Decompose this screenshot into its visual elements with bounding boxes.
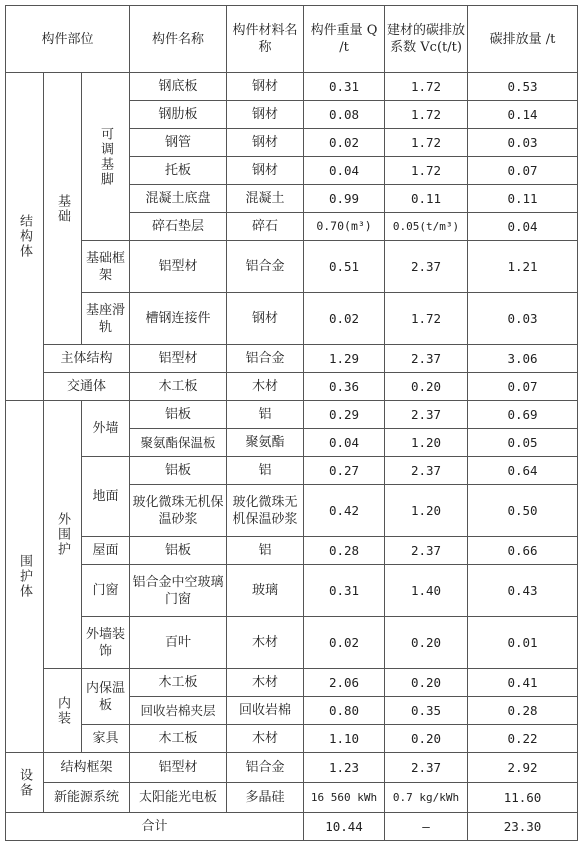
- row-material: 木材: [227, 725, 304, 753]
- row-name: 木工板: [130, 373, 227, 401]
- row-weight: 0.04: [304, 157, 385, 185]
- row-factor: 2.37: [385, 401, 468, 429]
- row-name: 铝合金中空玻璃门窗: [130, 565, 227, 617]
- row-weight: 0.02: [304, 129, 385, 157]
- table-row: [6, 565, 578, 617]
- row-emission: 0.05: [468, 429, 578, 457]
- row-material: 木材: [227, 373, 304, 401]
- row-material: 铝: [227, 537, 304, 565]
- group-outer-envelope: 外围护: [44, 401, 82, 669]
- row-emission: 2.92: [468, 753, 578, 783]
- row-name: 铝型材: [130, 241, 227, 293]
- row-weight: 1.23: [304, 753, 385, 783]
- row-emission: 0.66: [468, 537, 578, 565]
- table-row: [6, 73, 578, 101]
- table-row: [6, 537, 578, 565]
- header-factor: 建材的碳排放系数 Vc(t/t): [385, 6, 468, 73]
- row-factor: 0.05(t/m³): [385, 213, 468, 241]
- row-weight: 0.31: [304, 565, 385, 617]
- header-emission: 碳排放量 /t: [468, 6, 578, 73]
- row-name: 太阳能光电板: [130, 783, 227, 813]
- row-factor: 2.37: [385, 457, 468, 485]
- row-material: 玻璃: [227, 565, 304, 617]
- row-material: 木材: [227, 669, 304, 697]
- row-material: 玻化微珠无机保温砂浆: [227, 485, 304, 537]
- group-foundation: 基础: [44, 73, 82, 345]
- row-material: 铝合金: [227, 241, 304, 293]
- row-name: 钢肋板: [130, 101, 227, 129]
- row-weight: 0.70(m³): [304, 213, 385, 241]
- row-name: 铝板: [130, 401, 227, 429]
- row-factor: 2.37: [385, 537, 468, 565]
- group-inner-insulation: 内保温板: [82, 669, 130, 725]
- row-name: 回收岩棉夹层: [130, 697, 227, 725]
- row-factor: 2.37: [385, 241, 468, 293]
- row-name: 铝板: [130, 537, 227, 565]
- row-emission: 0.64: [468, 457, 578, 485]
- row-name: 铝型材: [130, 753, 227, 783]
- row-weight: 0.08: [304, 101, 385, 129]
- table-row: [6, 345, 578, 373]
- table-row: [6, 725, 578, 753]
- group-main-structure: 主体结构: [44, 345, 130, 373]
- row-name: 百叶: [130, 617, 227, 669]
- row-emission: 0.28: [468, 697, 578, 725]
- header-weight: 构件重量 Q /t: [304, 6, 385, 73]
- header-name: 构件名称: [130, 6, 227, 73]
- row-material: 回收岩棉: [227, 697, 304, 725]
- table-row: [6, 783, 578, 813]
- total-label: 合计: [6, 813, 304, 841]
- row-name: 碎石垫层: [130, 213, 227, 241]
- row-factor: 0.35: [385, 697, 468, 725]
- group-traffic: 交通体: [44, 373, 130, 401]
- row-material: 聚氨酯: [227, 429, 304, 457]
- row-emission: 0.03: [468, 129, 578, 157]
- table-row: [6, 401, 578, 429]
- row-emission: 0.14: [468, 101, 578, 129]
- row-factor: 1.72: [385, 157, 468, 185]
- row-factor: 0.11: [385, 185, 468, 213]
- row-emission: 0.53: [468, 73, 578, 101]
- row-weight: 0.80: [304, 697, 385, 725]
- total-emission: 23.30: [468, 813, 578, 841]
- row-name: 木工板: [130, 669, 227, 697]
- row-weight: 0.27: [304, 457, 385, 485]
- table-row: [6, 293, 578, 345]
- header-part: 构件部位: [6, 6, 130, 73]
- row-emission: 0.50: [468, 485, 578, 537]
- row-emission: 1.21: [468, 241, 578, 293]
- table-row: [6, 457, 578, 485]
- row-emission: 0.43: [468, 565, 578, 617]
- row-emission: 0.03: [468, 293, 578, 345]
- group-outer-wall: 外墙: [82, 401, 130, 457]
- total-factor: —: [385, 813, 468, 841]
- table-row: [6, 753, 578, 783]
- row-name: 钢底板: [130, 73, 227, 101]
- total-weight: 10.44: [304, 813, 385, 841]
- group-roof: 屋面: [82, 537, 130, 565]
- row-emission: 0.11: [468, 185, 578, 213]
- row-material: 多晶硅: [227, 783, 304, 813]
- group-envelope: 围护体: [6, 401, 44, 753]
- row-emission: 0.07: [468, 157, 578, 185]
- row-weight: 0.51: [304, 241, 385, 293]
- group-wall-decor: 外墙装饰: [82, 617, 130, 669]
- row-emission: 0.07: [468, 373, 578, 401]
- table-row: [6, 241, 578, 293]
- row-weight: 0.36: [304, 373, 385, 401]
- row-name: 铝型材: [130, 345, 227, 373]
- row-factor: 0.20: [385, 617, 468, 669]
- row-factor: 2.37: [385, 753, 468, 783]
- row-emission: 0.22: [468, 725, 578, 753]
- row-emission: 0.04: [468, 213, 578, 241]
- row-factor: 1.72: [385, 293, 468, 345]
- row-name: 铝板: [130, 457, 227, 485]
- header-material: 构件材料名称: [227, 6, 304, 73]
- row-factor: 0.20: [385, 669, 468, 697]
- row-factor: 1.20: [385, 429, 468, 457]
- row-material: 钢材: [227, 101, 304, 129]
- group-base-rail: 基座滑轨: [82, 293, 130, 345]
- row-material: 铝: [227, 457, 304, 485]
- row-name: 钢管: [130, 129, 227, 157]
- carbon-emission-table: [5, 5, 578, 841]
- group-structure: 结构体: [6, 73, 44, 401]
- row-weight: 0.04: [304, 429, 385, 457]
- row-name: 玻化微珠无机保温砂浆: [130, 485, 227, 537]
- group-equipment: 设备: [6, 753, 44, 813]
- row-weight: 0.29: [304, 401, 385, 429]
- row-emission: 0.69: [468, 401, 578, 429]
- row-material: 混凝土: [227, 185, 304, 213]
- row-weight: 0.02: [304, 617, 385, 669]
- row-name: 混凝土底盘: [130, 185, 227, 213]
- row-factor: 2.37: [385, 345, 468, 373]
- table-row: [6, 617, 578, 669]
- row-emission: 3.06: [468, 345, 578, 373]
- row-weight: 0.28: [304, 537, 385, 565]
- row-material: 钢材: [227, 129, 304, 157]
- total-row: [6, 813, 578, 841]
- group-new-energy: 新能源系统: [44, 783, 130, 813]
- group-floor: 地面: [82, 457, 130, 537]
- row-name: 聚氨酯保温板: [130, 429, 227, 457]
- row-material: 木材: [227, 617, 304, 669]
- row-emission: 0.41: [468, 669, 578, 697]
- row-name: 槽钢连接件: [130, 293, 227, 345]
- row-material: 铝合金: [227, 753, 304, 783]
- table-row: [6, 373, 578, 401]
- row-material: 钢材: [227, 293, 304, 345]
- row-weight: 0.02: [304, 293, 385, 345]
- row-material: 碎石: [227, 213, 304, 241]
- row-factor: 0.20: [385, 373, 468, 401]
- group-foundation-frame: 基础框架: [82, 241, 130, 293]
- row-material: 铝: [227, 401, 304, 429]
- row-weight: 0.42: [304, 485, 385, 537]
- row-material: 铝合金: [227, 345, 304, 373]
- row-factor: 1.72: [385, 129, 468, 157]
- row-emission: 0.01: [468, 617, 578, 669]
- row-factor: 1.40: [385, 565, 468, 617]
- row-factor: 1.72: [385, 101, 468, 129]
- row-factor: 1.72: [385, 73, 468, 101]
- row-name: 木工板: [130, 725, 227, 753]
- row-emission: 11.60: [468, 783, 578, 813]
- row-weight: 1.10: [304, 725, 385, 753]
- row-weight: 0.99: [304, 185, 385, 213]
- table-row: [6, 669, 578, 697]
- header-row: [6, 6, 578, 73]
- group-doors-windows: 门窗: [82, 565, 130, 617]
- row-name: 托板: [130, 157, 227, 185]
- row-weight: 2.06: [304, 669, 385, 697]
- group-adjustable-feet: 可调基脚: [82, 73, 130, 241]
- group-interior: 内装: [44, 669, 82, 753]
- row-material: 钢材: [227, 73, 304, 101]
- row-weight: 1.29: [304, 345, 385, 373]
- group-equip-frame: 结构框架: [44, 753, 130, 783]
- row-material: 钢材: [227, 157, 304, 185]
- row-factor: 0.20: [385, 725, 468, 753]
- row-weight: 0.31: [304, 73, 385, 101]
- row-factor: 0.7 kg/kWh: [385, 783, 468, 813]
- row-factor: 1.20: [385, 485, 468, 537]
- row-weight: 16 560 kWh: [304, 783, 385, 813]
- group-furniture: 家具: [82, 725, 130, 753]
